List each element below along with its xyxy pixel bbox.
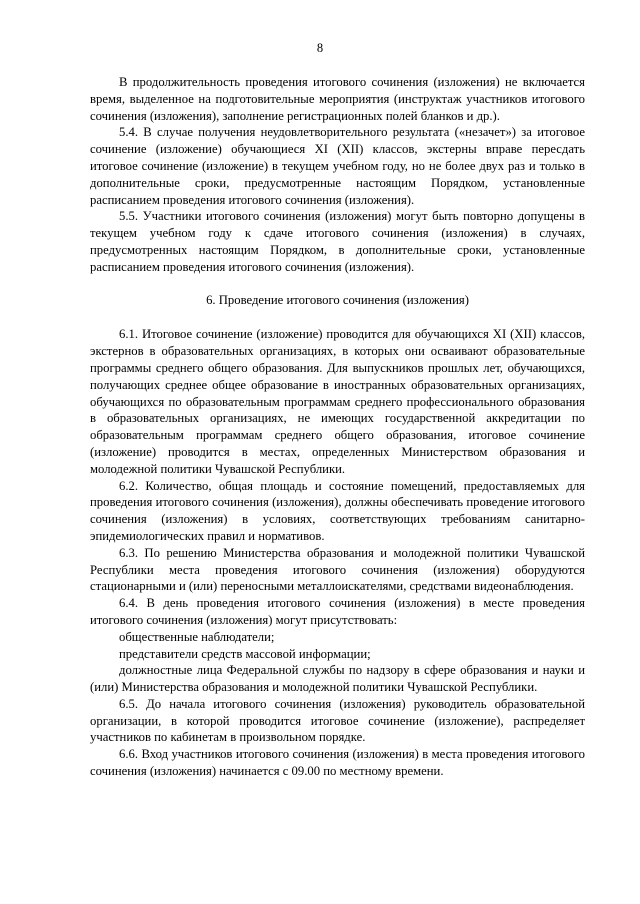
paragraph-duration-note: В продолжительность проведения итогового сочинения (изложения) не включается время, выделенное на подготовительные мероприятия (инструктаж участников итогового сочинения (изложения), заполнение регистрационных полей бланков и др.). <box>90 75 585 123</box>
paragraph-6-3: 6.3. По решению Министерства образования и молодежной политики Чувашской Республики места проведения итогового сочинения (изложения) оборудуются стационарными и (или) переносными металлоискателями, средствами видеонаблюдения. <box>90 545 585 594</box>
list-item-observers: общественные наблюдатели; <box>119 629 275 644</box>
document-body <box>90 74 585 780</box>
paragraph-5-5: 5.5. Участники итогового сочинения (изложения) могут быть повторно допущены в текущем учебном году к сдаче итогового сочинения (изложения) в случаях, предусмотренных настоящим Порядком, в дополнительные сроки, установленные расписанием проведения итогового сочинения (изложения). <box>90 209 585 274</box>
paragraph-6-5: 6.5. До начала итогового сочинения (изложения) руководитель образовательной организации, в которой проводится итоговое сочинение (изложение), распределяет участников по кабинетам в произвольном порядке. <box>90 696 585 745</box>
list-item-officials: должностные лица Федеральной службы по надзору в сфере образования и науки и (или) Министерства образования и молодежной политики Чувашской Республики. <box>90 663 585 695</box>
list-item-media: представители средств массовой информации; <box>119 646 371 661</box>
page-number: 8 <box>316 41 324 55</box>
paragraph-6-4: 6.4. В день проведения итогового сочинения (изложения) в месте проведения итогового сочинения (изложения) могут присутствовать: <box>90 596 585 627</box>
paragraph-5-4: 5.4. В случае получения неудовлетворительного результата («незачет») за итоговое сочинение (изложение) обучающиеся XI (XII) классов, экстерны вправе пересдать итоговое сочинение (изложение) в текущем учебном году, но не более двух раз и только в дополнительные сроки, предусмотренные настоящим Порядком, установленные расписанием проведения итогового сочинения (изложения). <box>90 125 585 207</box>
paragraph-6-2: 6.2. Количество, общая площадь и состояние помещений, предоставляемых для проведения итогового сочинения (изложения), должны обеспечивать проведение итогового сочинения (изложения) в условиях, соответствующих требованиям санитарно-эпидемиологических правил и нормативов. <box>90 478 585 543</box>
paragraph-6-1: 6.1. Итоговое сочинение (изложение) проводится для обучающихся XI (XII) классов, экстернов в образовательных организациях, в которых они осваивают образовательные программы среднего общего образования. Для выпускников прошлых лет, обучающихся, получающих среднее общее образование в иностранных образовательных организациях, обучающихся по образовательным программам среднего профессионального образования в образовательных организациях, не имеющих государственной аккредитации по образовательным программам среднего общего образования, итоговое сочинение (изложение) проводится в местах, определенных Министерством образования и молодежной политики Чувашской Республики. <box>90 327 585 476</box>
paragraph-6-6: 6.6. Вход участников итогового сочинения (изложения) в места проведения итогового сочинения (изложения) начинается с 09.00 по местному времени. <box>90 747 585 779</box>
section-heading: 6. Проведение итогового сочинения (изложения) <box>206 292 469 307</box>
